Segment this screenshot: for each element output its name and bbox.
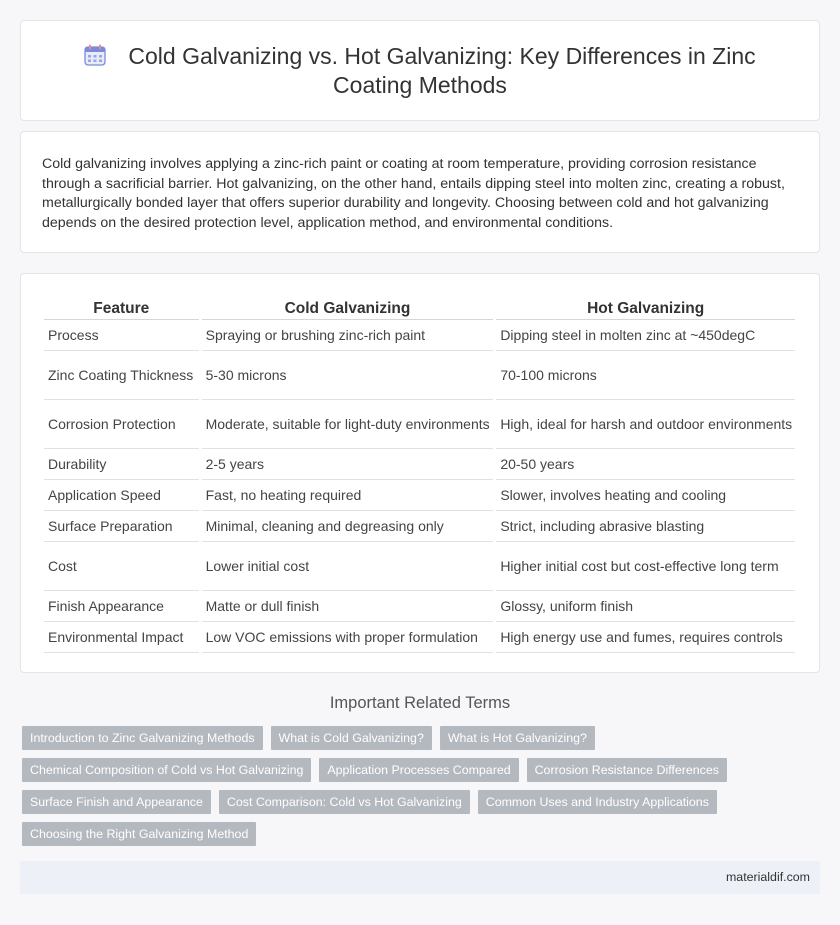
hot-cell: High energy use and fumes, requires controls: [496, 622, 795, 653]
page-title-text: Cold Galvanizing vs. Hot Galvanizing: Key Differences in Zinc Coating Methods: [128, 42, 756, 98]
site-domain[interactable]: materialdif.com: [725, 870, 810, 884]
related-term-link[interactable]: Chemical Composition of Cold vs Hot Galvanizing: [22, 758, 311, 782]
table-row: [44, 449, 795, 480]
hot-cell: High, ideal for harsh and outdoor environments: [496, 400, 795, 449]
hot-cell: Higher initial cost but cost-effective long term: [496, 542, 795, 591]
hot-cell: 70-100 microns: [496, 351, 795, 400]
feature-cell: Surface Preparation: [44, 511, 199, 542]
related-term-link[interactable]: Surface Finish and Appearance: [22, 790, 211, 814]
site-footer: [20, 861, 820, 894]
related-term-link[interactable]: What is Cold Galvanizing?: [271, 726, 432, 750]
header-cold: Cold Galvanizing: [202, 293, 494, 320]
feature-cell: Corrosion Protection: [44, 400, 199, 449]
feature-cell: Durability: [44, 449, 199, 480]
cold-cell: Spraying or brushing zinc-rich paint: [202, 320, 494, 351]
hot-cell: Strict, including abrasive blasting: [496, 511, 795, 542]
table-row: [44, 400, 795, 449]
feature-cell: Cost: [44, 542, 199, 591]
feature-cell: Environmental Impact: [44, 622, 199, 653]
related-term-link[interactable]: What is Hot Galvanizing?: [440, 726, 595, 750]
table-row: [44, 622, 795, 653]
related-term-link[interactable]: Introduction to Zinc Galvanizing Methods: [22, 726, 263, 750]
hot-cell: Dipping steel in molten zinc at ~450degC: [496, 320, 795, 351]
cold-cell: Moderate, suitable for light-duty environments: [202, 400, 494, 449]
feature-cell: Application Speed: [44, 480, 199, 511]
cold-cell: 2-5 years: [202, 449, 494, 480]
cold-cell: Matte or dull finish: [202, 591, 494, 622]
related-term-link[interactable]: Common Uses and Industry Applications: [478, 790, 717, 814]
table-row: [44, 480, 795, 511]
cold-cell: Minimal, cleaning and degreasing only: [202, 511, 494, 542]
feature-cell: Zinc Coating Thickness: [44, 351, 199, 400]
table-row: [44, 591, 795, 622]
hot-cell: Slower, involves heating and cooling: [496, 480, 795, 511]
related-term-link[interactable]: Corrosion Resistance Differences: [527, 758, 727, 782]
table-row: [44, 511, 795, 542]
hot-cell: 20-50 years: [496, 449, 795, 480]
hot-cell: Glossy, uniform finish: [496, 591, 795, 622]
cold-cell: Lower initial cost: [202, 542, 494, 591]
comparison-card: [20, 273, 820, 673]
related-term-link[interactable]: Application Processes Compared: [319, 758, 518, 782]
table-row: [44, 320, 795, 351]
header-hot: Hot Galvanizing: [496, 293, 795, 320]
feature-cell: Process: [44, 320, 199, 351]
related-term-link[interactable]: Cost Comparison: Cold vs Hot Galvanizing: [219, 790, 470, 814]
related-terms-list: [22, 726, 812, 854]
intro-card: [20, 131, 820, 253]
comparison-table: [41, 293, 798, 653]
feature-cell: Finish Appearance: [44, 591, 199, 622]
table-row: [44, 542, 795, 591]
header-feature: Feature: [44, 293, 199, 320]
related-term-link[interactable]: Choosing the Right Galvanizing Method: [22, 822, 256, 846]
page-title: [81, 42, 759, 100]
header-card: [20, 20, 820, 121]
intro-paragraph: Cold galvanizing involves applying a zinc-rich paint or coating at room temperature, providing corrosion resistance through a sacrificial barrier. Hot galvanizing, on the other hand, entails dipping steel into molten zinc, creating a robust, metallurgically bonded layer that offers superior durability and longevity. Choosing between cold and hot galvanizing depends on the desired protection level, application method, and environmental conditions.: [42, 156, 785, 231]
table-header-row: [44, 293, 795, 320]
cold-cell: 5-30 microns: [202, 351, 494, 400]
table-row: [44, 351, 795, 400]
cold-cell: Low VOC emissions with proper formulation: [202, 622, 494, 653]
calendar-icon: [84, 44, 106, 66]
cold-cell: Fast, no heating required: [202, 480, 494, 511]
related-terms-heading: Important Related Terms: [329, 694, 511, 712]
